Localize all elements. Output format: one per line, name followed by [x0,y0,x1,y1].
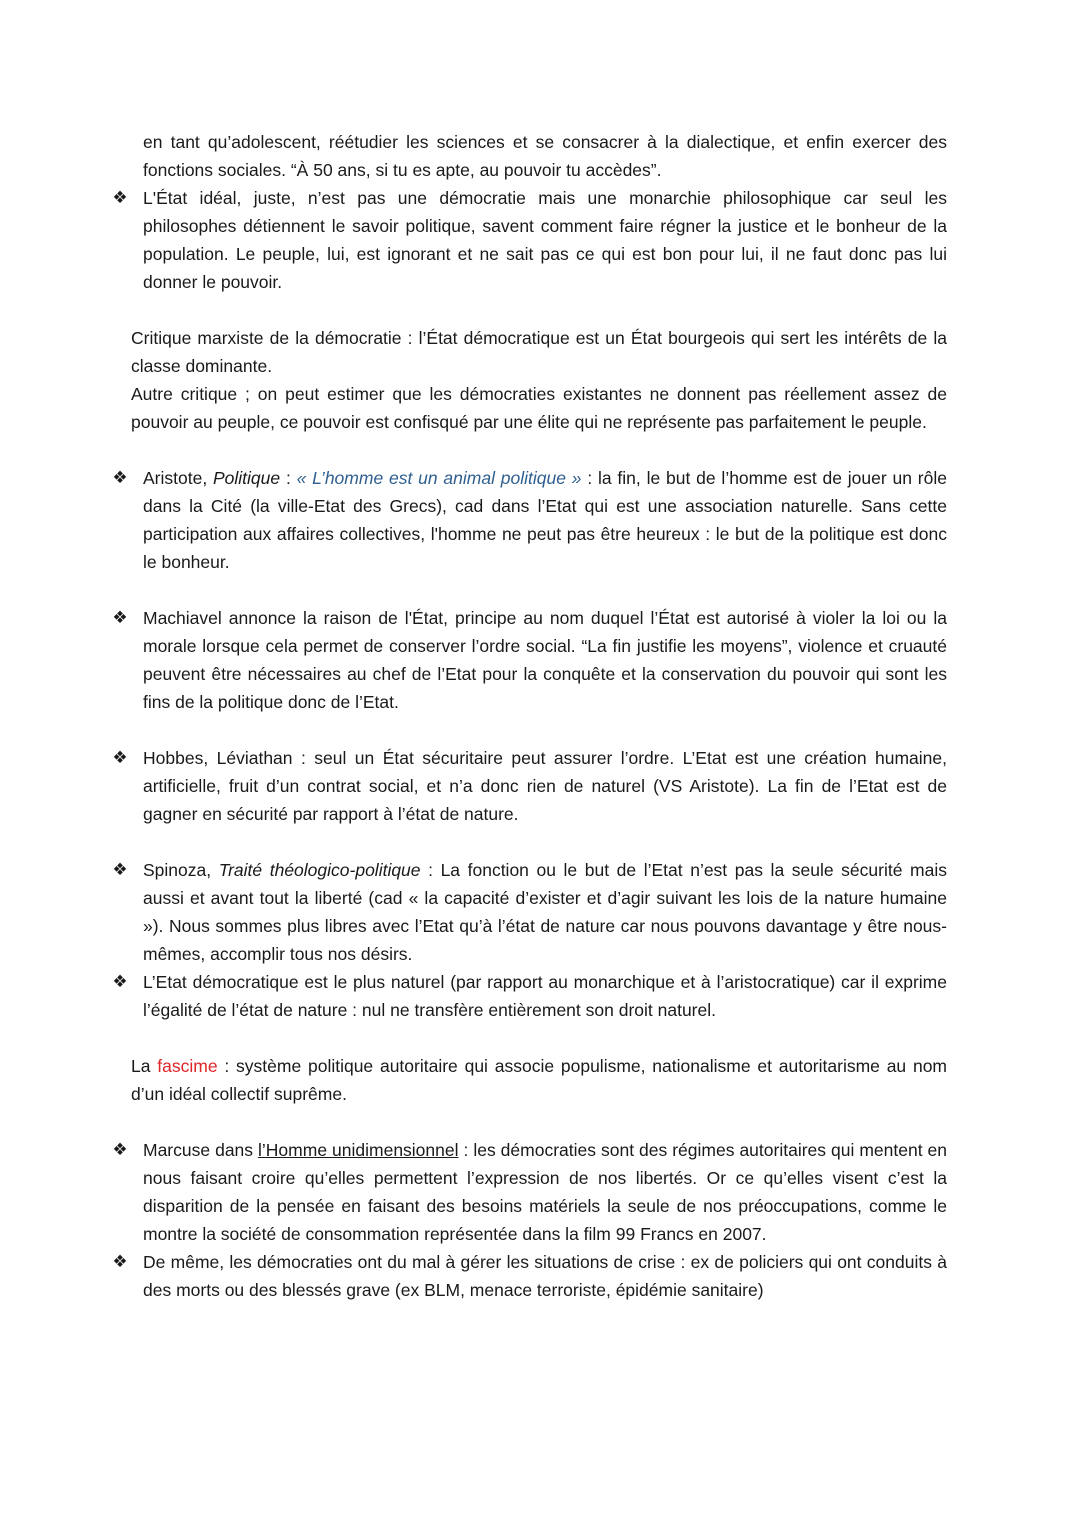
bullet-hobbes [0,744,1080,828]
work-title: Politique [213,468,281,488]
paragraph-fascism [0,1052,1080,1108]
paragraph-text: : les démocraties sont des régimes autoritaires qui mentent en nous faisant croire qu’elles permettent l’expression de nos libertés. Or ce qu’elles visent c’est la disparition de la pensée en faisant des besoins matériels la seule de nos préoccupations, comme le montre la société de consommation représentée dans la film 99 Francs en 2007. [143,1140,948,1244]
diamond-bullet-icon: ❖ [112,860,128,879]
author-name: Spinoza, [143,860,219,880]
paragraph-text: : système politique autoritaire qui associe populisme, nationalisme et autoritarisme au nom d’un idéal collectif suprême. [131,1056,947,1104]
bullet-machiavel [0,604,1080,716]
bullet-democratic-state [0,968,1080,1024]
diamond-bullet-icon: ❖ [112,608,128,627]
paragraph-text: : la fin, le but de l’homme est de jouer un rôle dans la Cité (la ville-Etat des Grecs), cad dans l’Etat qui est une association naturelle. Sans cette participation aux affaires collectives, l'homme ne peut pas être heureux : le but de la politique est donc le bonheur. [143,468,947,572]
paragraph-other-critique [0,380,1080,436]
work-title: Traité théologico-politique [218,860,421,880]
bullet-aristote [0,464,1080,576]
work-title: l’Homme unidimensionnel [258,1140,459,1160]
paragraph-marxist-critique [0,324,1080,380]
paragraph-text: La [131,1056,158,1076]
paragraph-text: Critique marxiste de la démocratie : l’État démocratique est un État bourgeois qui sert les intérêts de la classe dominante. [131,328,947,376]
paragraph-text: De même, les démocraties ont du mal à gérer les situations de crise : ex de policiers qui ont conduits à des morts ou des blessés grave (ex BLM, menace terroriste, épidémie sanitaire) [143,1252,947,1300]
diamond-bullet-icon: ❖ [112,1140,128,1159]
paragraph-text: L'État idéal, juste, n’est pas une démocratie mais une monarchie philosophique car seul les philosophes détiennent le savoir politique, savent comment faire régner la justice et le bonheur de la population. Le peuple, lui, est ignorant et ne sait pas ce qui est bon pour lui, il ne faut donc pas lui donner le pouvoir. [143,188,947,292]
bullet-spinoza [0,856,1080,968]
paragraph-text: en tant qu’adolescent, réétudier les sciences et se consacrer à la dialectique, et enfin exercer des fonctions sociales. “À 50 ans, si tu es apte, au pouvoir tu accèdes”. [143,132,947,180]
diamond-bullet-icon: ❖ [112,748,128,767]
quote-text: « L’homme est un animal politique » [296,468,582,488]
paragraph-text: Autre critique ; on peut estimer que les démocraties existantes ne donnent pas réellement assez de pouvoir au peuple, ce pouvoir est confisqué par une élite qui ne représente pas parfaitement le peuple. [131,384,947,432]
paragraph-text: : La fonction ou le but de l’Etat n’est pas la seule sécurité mais aussi et avant tout la liberté (cad « la capacité d’exister et d’agir suivant les lois de la nature humaine »). Nous sommes plus libres avec l’Etat qu’à l’état de nature car nous pouvons davantage y être nous-mêmes, accomplir tous nos désirs. [143,860,947,964]
bullet-crisis [0,1248,1080,1304]
paragraph-text: L’Etat démocratique est le plus naturel (par rapport au monarchique et à l’aristocratique) car il exprime l’égalité de l’état de nature : nul ne transfère entièrement son droit naturel. [143,972,947,1020]
diamond-bullet-icon: ❖ [112,468,128,487]
separator: : [280,468,297,488]
diamond-bullet-icon: ❖ [112,972,128,991]
highlighted-term: fascime [157,1056,218,1076]
paragraph-continuation [0,128,1080,184]
paragraph-text: Hobbes, Léviathan : seul un État sécuritaire peut assurer l’ordre. L’Etat est une création humaine, artificielle, fruit d’un contrat social, et n’a donc rien de naturel (VS Aristote). La fin de l’Etat est de gagner en sécurité par rapport à l’état de nature. [143,748,947,824]
author-name: Aristote, [143,468,213,488]
author-name: Marcuse dans [143,1140,259,1160]
paragraph-text: Machiavel annonce la raison de l'État, principe au nom duquel l’État est autorisé à violer la loi ou la morale lorsque cela permet de conserver l’ordre social. “La fin justifie les moyens”, violence et cruauté peuvent être nécessaires au chef de l’Etat pour la conquête et la conservation du pouvoir qui sont les fins de la politique donc de l’Etat. [143,608,947,712]
bullet-marcuse [0,1136,1080,1248]
diamond-bullet-icon: ❖ [112,1252,128,1271]
bullet-ideal-state [0,184,1080,296]
diamond-bullet-icon: ❖ [112,188,128,207]
